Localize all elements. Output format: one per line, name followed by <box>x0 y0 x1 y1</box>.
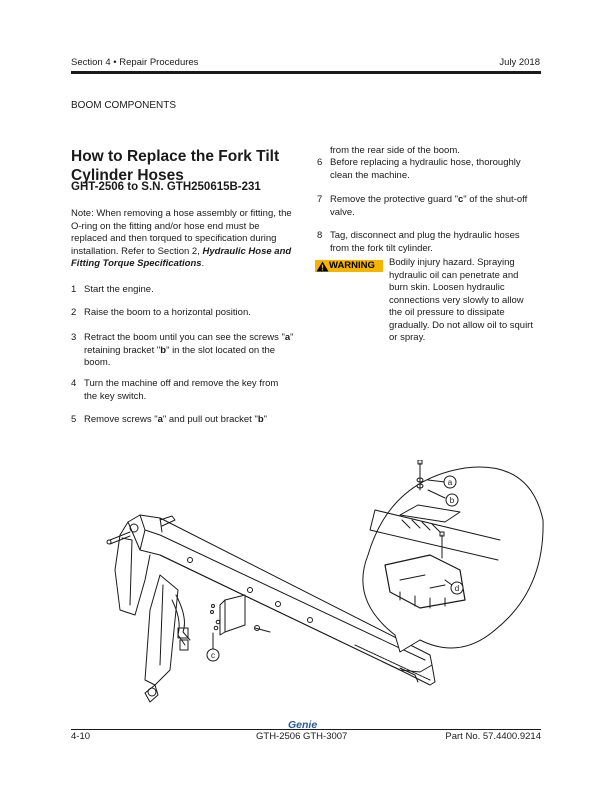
step-number: 3 <box>71 332 77 343</box>
svg-text:b: b <box>449 496 455 505</box>
step-text: from the rear side of the boom. <box>330 145 460 156</box>
step-number: 1 <box>71 284 77 295</box>
svg-text:d: d <box>454 584 460 593</box>
svg-text:a: a <box>447 478 453 487</box>
callout-b <box>446 494 458 506</box>
header-rule <box>71 71 541 74</box>
note-prefix: Note: When removing a hose assembly or fitting, the O-ring on the fitting and/or hose end must be replaced and then torqued to specification during installation. Refer to Section 2, <box>71 208 292 257</box>
step-number: 8 <box>317 230 323 241</box>
detail-bubble <box>363 460 543 652</box>
warning-label: WARNING <box>329 260 375 271</box>
procedure-subtitle: GHT-2506 to S.N. GTH250615B-231 <box>71 181 261 193</box>
step-text: Remove screws "a" and pull out bracket "b" <box>84 414 268 425</box>
section-label: BOOM COMPONENTS <box>71 100 177 111</box>
callout-c <box>207 633 219 661</box>
header-date: July 2018 <box>499 57 540 68</box>
step-number: 6 <box>317 157 323 168</box>
step-text: Start the engine. <box>84 284 154 295</box>
step-number: 4 <box>71 378 77 389</box>
step-text: Retract the boom until you can see the screws "a" retaining bracket "b" in the slot located on the boom. <box>84 332 294 368</box>
step-number: 7 <box>317 194 323 205</box>
header-section: Section 4 • Repair Procedures <box>71 57 199 68</box>
note-suffix: . <box>201 258 205 269</box>
step-text: Before replacing a hydraulic hose, thoroughly clean the machine. <box>330 157 521 181</box>
callout-a <box>444 476 456 488</box>
step-number: 5 <box>71 414 77 425</box>
svg-text:Genie: Genie <box>288 719 318 730</box>
genie-logo <box>288 717 324 729</box>
step-text: Turn the machine off and remove the key from the key switch. <box>84 378 279 402</box>
footer-part-number: Part No. 57.4400.9214 <box>445 731 541 742</box>
installation-note <box>71 208 293 271</box>
callout-d <box>451 582 463 594</box>
footer-page-number: 4-10 <box>71 731 91 742</box>
footer-model: GTH-2506 GTH-3007 <box>256 731 348 742</box>
step-number: 2 <box>71 307 77 318</box>
svg-text:c: c <box>211 651 215 660</box>
boom-diagram <box>100 460 545 705</box>
note-reference: Hydraulic Hose and Fitting Torque Specifications <box>71 245 292 269</box>
step-text: Remove the protective guard "c" of the shut-off valve. <box>330 194 528 218</box>
step-text: Tag, disconnect and plug the hydraulic hoses from the fork tilt cylinder. <box>330 230 520 254</box>
footer-rule <box>71 729 541 730</box>
procedure-title: How to Replace the Fork Tilt Cylinder Hoses <box>71 148 280 184</box>
warning-text: Bodily injury hazard. Spraying hydraulic oil can penetrate and burn skin. Loosen hydraulic connections very slowly to allow the oil pressure to dissipate gradually. Do not allow oil to squirt or spray. <box>389 257 533 343</box>
step-text: Raise the boom to a horizontal position. <box>84 307 251 318</box>
warning-triangle-icon <box>316 261 329 272</box>
warning-badge <box>315 260 383 272</box>
